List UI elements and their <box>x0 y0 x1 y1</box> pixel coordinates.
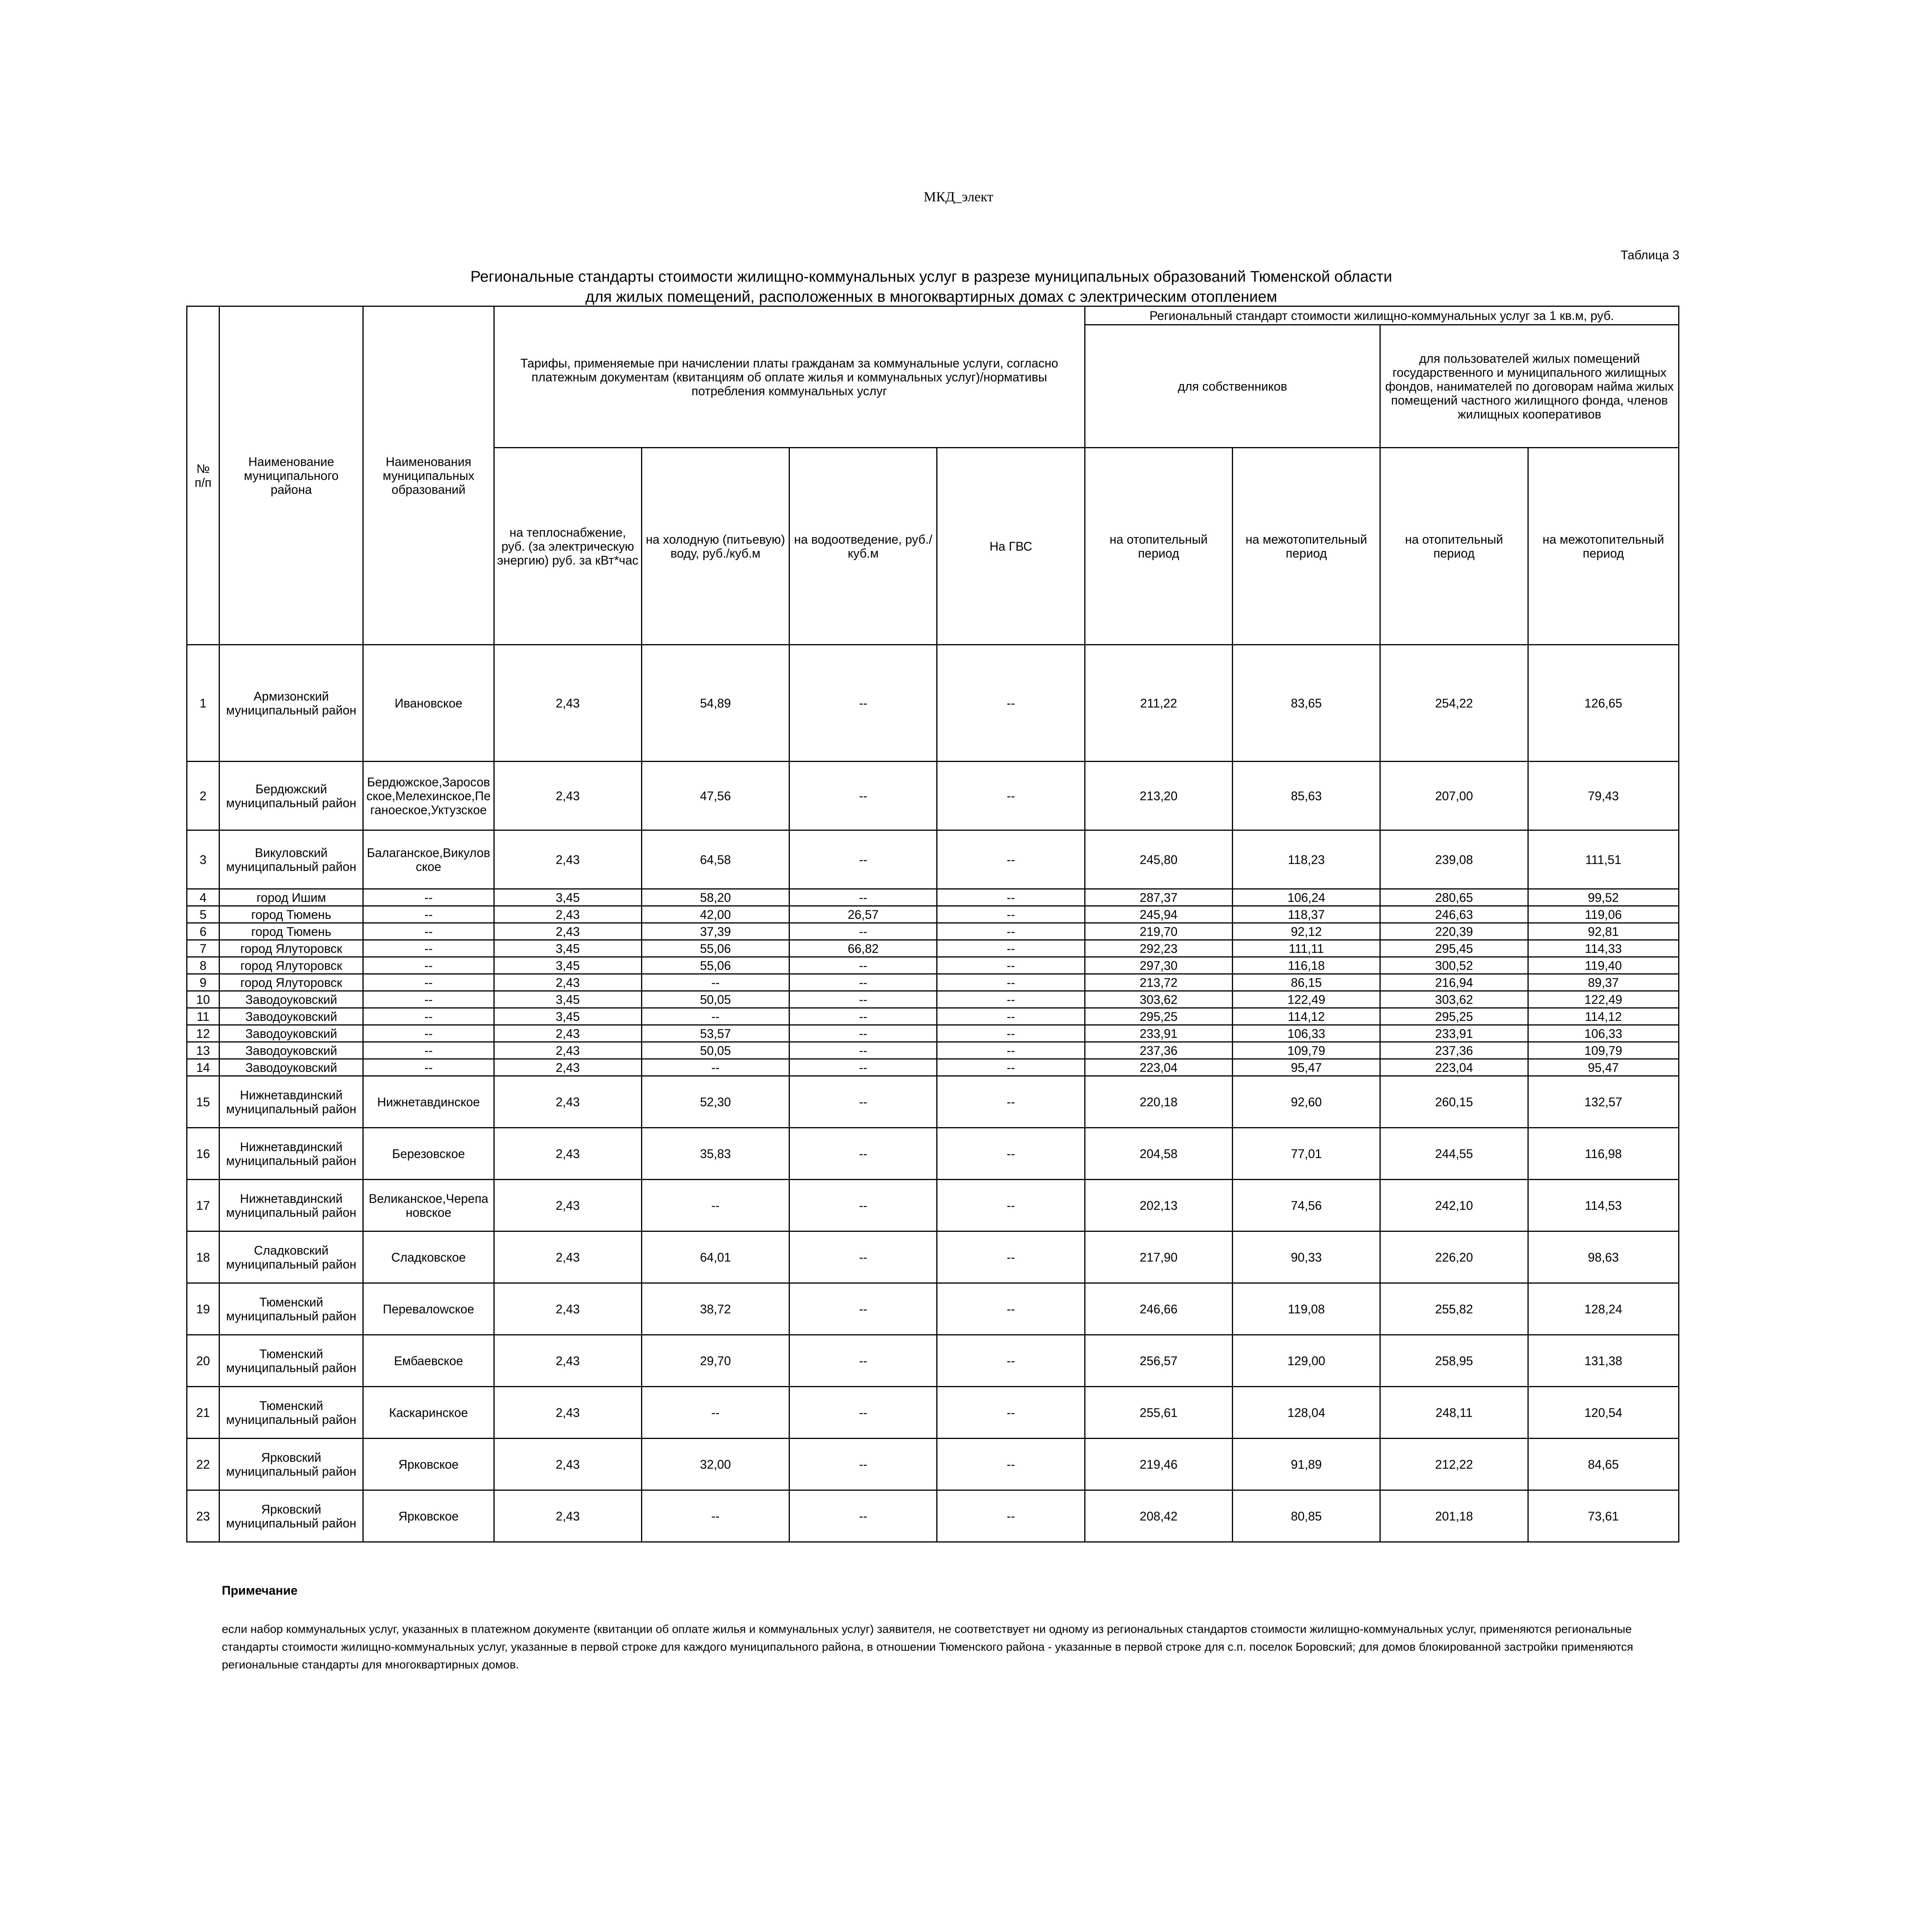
owners-interheating-cell: 111,11 <box>1233 940 1380 957</box>
municipality-cell: Ярковское <box>363 1490 494 1542</box>
cold-water-cell: 50,05 <box>641 1042 789 1059</box>
table-row <box>187 1076 1679 1128</box>
users-interheating-cell: 128,24 <box>1528 1283 1679 1335</box>
table-row <box>187 1059 1679 1076</box>
drainage-cell: -- <box>789 1387 937 1439</box>
district-cell: Тюменский муниципальный район <box>219 1283 363 1335</box>
municipality-cell: -- <box>363 889 494 906</box>
cold-water-cell: 47,56 <box>641 762 789 830</box>
header-users-interheating: на межотопительный период <box>1528 448 1679 645</box>
district-cell: Заводоуковский <box>219 1059 363 1076</box>
owners-interheating-cell: 106,33 <box>1233 1025 1380 1042</box>
users-interheating-cell: 119,40 <box>1528 957 1679 974</box>
municipality-cell: Бердюжское,Заросовское,Мелехинское,Пеганоеское,Уктузское <box>363 762 494 830</box>
row-number: 1 <box>187 645 219 762</box>
users-heating-cell: 226,20 <box>1380 1231 1528 1283</box>
heat-cell: 2,43 <box>494 1059 641 1076</box>
hot-water-cell: -- <box>937 1335 1085 1387</box>
drainage-cell: -- <box>789 1180 937 1231</box>
users-heating-cell: 254,22 <box>1380 645 1528 762</box>
district-cell: Нижнетавдинский муниципальный район <box>219 1180 363 1231</box>
heat-cell: 2,43 <box>494 1025 641 1042</box>
table-row <box>187 1128 1679 1180</box>
hot-water-cell: -- <box>937 1025 1085 1042</box>
district-cell: Заводоуковский <box>219 1008 363 1025</box>
header-district: Наименование муниципального района <box>219 306 363 645</box>
drainage-cell: -- <box>789 991 937 1008</box>
heat-cell: 2,43 <box>494 1128 641 1180</box>
table-row <box>187 923 1679 940</box>
heat-cell: 2,43 <box>494 1335 641 1387</box>
municipality-cell: Балаганское,Викуловское <box>363 830 494 889</box>
drainage-cell: -- <box>789 974 937 991</box>
note-title: Примечание <box>222 1583 298 1597</box>
heat-cell: 2,43 <box>494 645 641 762</box>
users-interheating-cell: 132,57 <box>1528 1076 1679 1128</box>
users-interheating-cell: 122,49 <box>1528 991 1679 1008</box>
owners-interheating-cell: 106,24 <box>1233 889 1380 906</box>
users-interheating-cell: 131,38 <box>1528 1335 1679 1387</box>
municipality-cell: Ембаевское <box>363 1335 494 1387</box>
cold-water-cell: 58,20 <box>641 889 789 906</box>
header-municipality: Наименования муниципальных образований <box>363 306 494 645</box>
heat-cell: 2,43 <box>494 1439 641 1490</box>
district-cell: Заводоуковский <box>219 991 363 1008</box>
page-header: МКД_элект <box>924 189 993 204</box>
cold-water-cell: 38,72 <box>641 1283 789 1335</box>
standards-table <box>186 306 1679 1543</box>
heat-cell: 2,43 <box>494 974 641 991</box>
users-heating-cell: 246,63 <box>1380 906 1528 923</box>
municipality-cell: -- <box>363 923 494 940</box>
heat-cell: 2,43 <box>494 1283 641 1335</box>
owners-interheating-cell: 83,65 <box>1233 645 1380 762</box>
users-heating-cell: 237,36 <box>1380 1042 1528 1059</box>
owners-heating-cell: 213,20 <box>1085 762 1232 830</box>
owners-heating-cell: 292,23 <box>1085 940 1232 957</box>
users-heating-cell: 300,52 <box>1380 957 1528 974</box>
header-cold-water: на холодную (питьевую) воду, руб./куб.м <box>641 448 789 645</box>
users-heating-cell: 280,65 <box>1380 889 1528 906</box>
row-number: 21 <box>187 1387 219 1439</box>
owners-interheating-cell: 95,47 <box>1233 1059 1380 1076</box>
cold-water-cell: 64,01 <box>641 1231 789 1283</box>
table-row <box>187 1008 1679 1025</box>
heat-cell: 2,43 <box>494 1076 641 1128</box>
hot-water-cell: -- <box>937 1076 1085 1128</box>
table-number: Таблица 3 <box>1620 248 1679 262</box>
cold-water-cell: -- <box>641 1387 789 1439</box>
drainage-cell: 66,82 <box>789 940 937 957</box>
drainage-cell: -- <box>789 1128 937 1180</box>
drainage-cell: -- <box>789 1490 937 1542</box>
owners-interheating-cell: 109,79 <box>1233 1042 1380 1059</box>
header-drainage: на водоотведение, руб./куб.м <box>789 448 937 645</box>
row-number: 7 <box>187 940 219 957</box>
hot-water-cell: -- <box>937 974 1085 991</box>
hot-water-cell: -- <box>937 1059 1085 1076</box>
table-row <box>187 1387 1679 1439</box>
owners-interheating-cell: 118,23 <box>1233 830 1380 889</box>
cold-water-cell: -- <box>641 1008 789 1025</box>
municipality-cell: Каскаринское <box>363 1387 494 1439</box>
heat-cell: 2,43 <box>494 1387 641 1439</box>
district-cell: Сладковский муниципальный район <box>219 1231 363 1283</box>
owners-heating-cell: 202,13 <box>1085 1180 1232 1231</box>
owners-interheating-cell: 114,12 <box>1233 1008 1380 1025</box>
users-interheating-cell: 114,33 <box>1528 940 1679 957</box>
hot-water-cell: -- <box>937 889 1085 906</box>
cold-water-cell: -- <box>641 974 789 991</box>
municipality-cell: -- <box>363 1059 494 1076</box>
owners-heating-cell: 237,36 <box>1085 1042 1232 1059</box>
row-number: 18 <box>187 1231 219 1283</box>
heat-cell: 2,43 <box>494 830 641 889</box>
users-interheating-cell: 98,63 <box>1528 1231 1679 1283</box>
owners-heating-cell: 219,46 <box>1085 1439 1232 1490</box>
header-owners-interheating: на межотопительный период <box>1233 448 1380 645</box>
municipality-cell: Ивановское <box>363 645 494 762</box>
cold-water-cell: 35,83 <box>641 1128 789 1180</box>
heat-cell: 3,45 <box>494 991 641 1008</box>
row-number: 12 <box>187 1025 219 1042</box>
users-heating-cell: 258,95 <box>1380 1335 1528 1387</box>
header-tariffs: Тарифы, применяемые при начислении платы гражданам за коммунальные услуги, согласно платежным документам (квитанциям об оплате жилья и коммунальных услуг)/нормативы потребления коммунальных услуг <box>494 306 1085 448</box>
users-heating-cell: 255,82 <box>1380 1283 1528 1335</box>
heat-cell: 2,43 <box>494 762 641 830</box>
owners-heating-cell: 245,80 <box>1085 830 1232 889</box>
row-number: 5 <box>187 906 219 923</box>
drainage-cell: -- <box>789 1042 937 1059</box>
drainage-cell: -- <box>789 1283 937 1335</box>
owners-interheating-cell: 129,00 <box>1233 1335 1380 1387</box>
users-interheating-cell: 106,33 <box>1528 1025 1679 1042</box>
row-number: 11 <box>187 1008 219 1025</box>
hot-water-cell: -- <box>937 923 1085 940</box>
row-number: 13 <box>187 1042 219 1059</box>
header-users-heating: на отопительный период <box>1380 448 1528 645</box>
header-heat: на теплоснабжение, руб. (за электрическую энергию) руб. за кВт*час <box>494 448 641 645</box>
users-heating-cell: 207,00 <box>1380 762 1528 830</box>
table-row <box>187 1283 1679 1335</box>
owners-heating-cell: 217,90 <box>1085 1231 1232 1283</box>
drainage-cell: -- <box>789 830 937 889</box>
district-cell: Армизонский муниципальный район <box>219 645 363 762</box>
cold-water-cell: 55,06 <box>641 957 789 974</box>
district-cell: Нижнетавдинский муниципальный район <box>219 1128 363 1180</box>
heat-cell: 3,45 <box>494 1008 641 1025</box>
row-number: 16 <box>187 1128 219 1180</box>
header-owners: для собственников <box>1085 325 1380 448</box>
row-number: 20 <box>187 1335 219 1387</box>
owners-interheating-cell: 86,15 <box>1233 974 1380 991</box>
table-row <box>187 1335 1679 1387</box>
owners-interheating-cell: 122,49 <box>1233 991 1380 1008</box>
municipality-cell: Перевалowское <box>363 1283 494 1335</box>
district-cell: Тюменский муниципальный район <box>219 1387 363 1439</box>
municipality-cell: Сладковское <box>363 1231 494 1283</box>
users-heating-cell: 303,62 <box>1380 991 1528 1008</box>
table-row <box>187 762 1679 830</box>
header-regional-standard: Региональный стандарт стоимости жилищно-коммунальных услуг за 1 кв.м, руб. <box>1085 306 1679 325</box>
users-heating-cell: 216,94 <box>1380 974 1528 991</box>
owners-heating-cell: 303,62 <box>1085 991 1232 1008</box>
drainage-cell: -- <box>789 889 937 906</box>
drainage-cell: -- <box>789 1059 937 1076</box>
owners-heating-cell: 233,91 <box>1085 1025 1232 1042</box>
users-interheating-cell: 73,61 <box>1528 1490 1679 1542</box>
users-heating-cell: 295,25 <box>1380 1008 1528 1025</box>
cold-water-cell: 64,58 <box>641 830 789 889</box>
row-number: 22 <box>187 1439 219 1490</box>
row-number: 4 <box>187 889 219 906</box>
owners-interheating-cell: 119,08 <box>1233 1283 1380 1335</box>
owners-interheating-cell: 92,60 <box>1233 1076 1380 1128</box>
hot-water-cell: -- <box>937 1439 1085 1490</box>
cold-water-cell: 54,89 <box>641 645 789 762</box>
document-subtitle: для жилых помещений, расположенных в многоквартирных домах с электрическим отоплением <box>585 288 1277 305</box>
owners-interheating-cell: 90,33 <box>1233 1231 1380 1283</box>
users-interheating-cell: 99,52 <box>1528 889 1679 906</box>
table-row <box>187 1180 1679 1231</box>
district-cell: город Ялуторовск <box>219 940 363 957</box>
header-num: № п/п <box>187 306 219 645</box>
owners-heating-cell: 220,18 <box>1085 1076 1232 1128</box>
owners-interheating-cell: 116,18 <box>1233 957 1380 974</box>
hot-water-cell: -- <box>937 1283 1085 1335</box>
district-cell: город Ишим <box>219 889 363 906</box>
heat-cell: 2,43 <box>494 1231 641 1283</box>
hot-water-cell: -- <box>937 1180 1085 1231</box>
row-number: 6 <box>187 923 219 940</box>
drainage-cell: -- <box>789 957 937 974</box>
table-row <box>187 645 1679 762</box>
row-number: 14 <box>187 1059 219 1076</box>
table-row <box>187 1025 1679 1042</box>
owners-heating-cell: 297,30 <box>1085 957 1232 974</box>
municipality-cell: Великанское,Черепановское <box>363 1180 494 1231</box>
owners-heating-cell: 204,58 <box>1085 1128 1232 1180</box>
district-cell: Нижнетавдинский муниципальный район <box>219 1076 363 1128</box>
owners-interheating-cell: 92,12 <box>1233 923 1380 940</box>
drainage-cell: -- <box>789 1231 937 1283</box>
heat-cell: 2,43 <box>494 1042 641 1059</box>
users-heating-cell: 223,04 <box>1380 1059 1528 1076</box>
owners-interheating-cell: 77,01 <box>1233 1128 1380 1180</box>
district-cell: Заводоуковский <box>219 1025 363 1042</box>
hot-water-cell: -- <box>937 906 1085 923</box>
cold-water-cell: 53,57 <box>641 1025 789 1042</box>
owners-heating-cell: 256,57 <box>1085 1335 1232 1387</box>
table-row <box>187 889 1679 906</box>
owners-heating-cell: 211,22 <box>1085 645 1232 762</box>
drainage-cell: -- <box>789 1076 937 1128</box>
district-cell: Викуловский муниципальный район <box>219 830 363 889</box>
table-row <box>187 974 1679 991</box>
hot-water-cell: -- <box>937 1387 1085 1439</box>
drainage-cell: -- <box>789 1025 937 1042</box>
heat-cell: 2,43 <box>494 1180 641 1231</box>
row-number: 23 <box>187 1490 219 1542</box>
users-heating-cell: 239,08 <box>1380 830 1528 889</box>
hot-water-cell: -- <box>937 1008 1085 1025</box>
document-title: Региональные стандарты стоимости жилищно-коммунальных услуг в разрезе муниципальных образований Тюменской области <box>470 268 1392 285</box>
table-row <box>187 1439 1679 1490</box>
users-interheating-cell: 116,98 <box>1528 1128 1679 1180</box>
drainage-cell: 26,57 <box>789 906 937 923</box>
row-number: 9 <box>187 974 219 991</box>
district-cell: город Тюмень <box>219 923 363 940</box>
municipality-cell: Березовское <box>363 1128 494 1180</box>
owners-heating-cell: 213,72 <box>1085 974 1232 991</box>
hot-water-cell: -- <box>937 762 1085 830</box>
users-heating-cell: 201,18 <box>1380 1490 1528 1542</box>
table-row <box>187 940 1679 957</box>
owners-interheating-cell: 118,37 <box>1233 906 1380 923</box>
users-interheating-cell: 114,53 <box>1528 1180 1679 1231</box>
cold-water-cell: 52,30 <box>641 1076 789 1128</box>
cold-water-cell: -- <box>641 1180 789 1231</box>
heat-cell: 3,45 <box>494 957 641 974</box>
cold-water-cell: 37,39 <box>641 923 789 940</box>
users-interheating-cell: 92,81 <box>1528 923 1679 940</box>
table-row <box>187 906 1679 923</box>
row-number: 17 <box>187 1180 219 1231</box>
municipality-cell: -- <box>363 906 494 923</box>
district-cell: город Ялуторовск <box>219 974 363 991</box>
row-number: 3 <box>187 830 219 889</box>
municipality-cell: -- <box>363 1025 494 1042</box>
hot-water-cell: -- <box>937 645 1085 762</box>
cold-water-cell: 29,70 <box>641 1335 789 1387</box>
owners-heating-cell: 255,61 <box>1085 1387 1232 1439</box>
hot-water-cell: -- <box>937 940 1085 957</box>
drainage-cell: -- <box>789 1008 937 1025</box>
owners-heating-cell: 245,94 <box>1085 906 1232 923</box>
hot-water-cell: -- <box>937 957 1085 974</box>
hot-water-cell: -- <box>937 1231 1085 1283</box>
users-heating-cell: 295,45 <box>1380 940 1528 957</box>
cold-water-cell: 50,05 <box>641 991 789 1008</box>
owners-heating-cell: 295,25 <box>1085 1008 1232 1025</box>
district-cell: Ярковский муниципальный район <box>219 1439 363 1490</box>
owners-interheating-cell: 128,04 <box>1233 1387 1380 1439</box>
users-heating-cell: 244,55 <box>1380 1128 1528 1180</box>
municipality-cell: -- <box>363 957 494 974</box>
users-interheating-cell: 120,54 <box>1528 1387 1679 1439</box>
table-row <box>187 830 1679 889</box>
cold-water-cell: -- <box>641 1490 789 1542</box>
users-heating-cell: 220,39 <box>1380 923 1528 940</box>
users-heating-cell: 260,15 <box>1380 1076 1528 1128</box>
users-interheating-cell: 114,12 <box>1528 1008 1679 1025</box>
owners-heating-cell: 208,42 <box>1085 1490 1232 1542</box>
drainage-cell: -- <box>789 1439 937 1490</box>
drainage-cell: -- <box>789 645 937 762</box>
cold-water-cell: 32,00 <box>641 1439 789 1490</box>
row-number: 10 <box>187 991 219 1008</box>
heat-cell: 3,45 <box>494 889 641 906</box>
row-number: 2 <box>187 762 219 830</box>
district-cell: Тюменский муниципальный район <box>219 1335 363 1387</box>
heat-cell: 3,45 <box>494 940 641 957</box>
drainage-cell: -- <box>789 1335 937 1387</box>
municipality-cell: -- <box>363 1008 494 1025</box>
header-users: для пользователей жилых помещений государственного и муниципального жилищных фондов, нанимателей по договорам найма жилых помещений частного жилищного фонда, членов жилищных кооперативов <box>1380 325 1679 448</box>
users-interheating-cell: 119,06 <box>1528 906 1679 923</box>
users-interheating-cell: 79,43 <box>1528 762 1679 830</box>
owners-interheating-cell: 80,85 <box>1233 1490 1380 1542</box>
municipality-cell: Нижнетавдинское <box>363 1076 494 1128</box>
hot-water-cell: -- <box>937 830 1085 889</box>
owners-heating-cell: 287,37 <box>1085 889 1232 906</box>
users-heating-cell: 233,91 <box>1380 1025 1528 1042</box>
hot-water-cell: -- <box>937 991 1085 1008</box>
municipality-cell: -- <box>363 991 494 1008</box>
table-row <box>187 991 1679 1008</box>
municipality-cell: -- <box>363 974 494 991</box>
users-interheating-cell: 111,51 <box>1528 830 1679 889</box>
cold-water-cell: 55,06 <box>641 940 789 957</box>
users-interheating-cell: 95,47 <box>1528 1059 1679 1076</box>
municipality-cell: -- <box>363 940 494 957</box>
header-owners-heating: на отопительный период <box>1085 448 1232 645</box>
owners-interheating-cell: 85,63 <box>1233 762 1380 830</box>
cold-water-cell: -- <box>641 1059 789 1076</box>
drainage-cell: -- <box>789 923 937 940</box>
table-row <box>187 1042 1679 1059</box>
heat-cell: 2,43 <box>494 906 641 923</box>
header-hot-water: На ГВС <box>937 448 1085 645</box>
drainage-cell: -- <box>789 762 937 830</box>
municipality-cell: Ярковское <box>363 1439 494 1490</box>
users-heating-cell: 248,11 <box>1380 1387 1528 1439</box>
table-row <box>187 957 1679 974</box>
district-cell: город Тюмень <box>219 906 363 923</box>
owners-heating-cell: 246,66 <box>1085 1283 1232 1335</box>
municipality-cell: -- <box>363 1042 494 1059</box>
district-cell: Бердюжский муниципальный район <box>219 762 363 830</box>
hot-water-cell: -- <box>937 1128 1085 1180</box>
users-interheating-cell: 126,65 <box>1528 645 1679 762</box>
table-row <box>187 1490 1679 1542</box>
users-interheating-cell: 109,79 <box>1528 1042 1679 1059</box>
cold-water-cell: 42,00 <box>641 906 789 923</box>
district-cell: Ярковский муниципальный район <box>219 1490 363 1542</box>
note-text: если набор коммунальных услуг, указанных в платежном документе (квитанции об оплате жилья и коммунальных услуг) заявителя, не соответствует ни одному из региональных стандартов стоимости жилищно-коммунальных услуг, применяются региональные стандарты стоимости жилищно-коммунальных услуг, указанные в первой строке для каждого муниципального района, в отношении Тюменского района - указанные в первой строке для с.п. поселок Боровский; для домов блокированной застройки применяются региональные стандарты для многоквартирных домов. <box>222 1623 1633 1671</box>
district-cell: город Ялуторовск <box>219 957 363 974</box>
hot-water-cell: -- <box>937 1490 1085 1542</box>
row-number: 15 <box>187 1076 219 1128</box>
users-interheating-cell: 89,37 <box>1528 974 1679 991</box>
row-number: 8 <box>187 957 219 974</box>
district-cell: Заводоуковский <box>219 1042 363 1059</box>
table-row <box>187 1231 1679 1283</box>
heat-cell: 2,43 <box>494 923 641 940</box>
hot-water-cell: -- <box>937 1042 1085 1059</box>
heat-cell: 2,43 <box>494 1490 641 1542</box>
owners-interheating-cell: 74,56 <box>1233 1180 1380 1231</box>
owners-interheating-cell: 91,89 <box>1233 1439 1380 1490</box>
users-heating-cell: 212,22 <box>1380 1439 1528 1490</box>
users-heating-cell: 242,10 <box>1380 1180 1528 1231</box>
owners-heating-cell: 223,04 <box>1085 1059 1232 1076</box>
owners-heating-cell: 219,70 <box>1085 923 1232 940</box>
row-number: 19 <box>187 1283 219 1335</box>
users-interheating-cell: 84,65 <box>1528 1439 1679 1490</box>
